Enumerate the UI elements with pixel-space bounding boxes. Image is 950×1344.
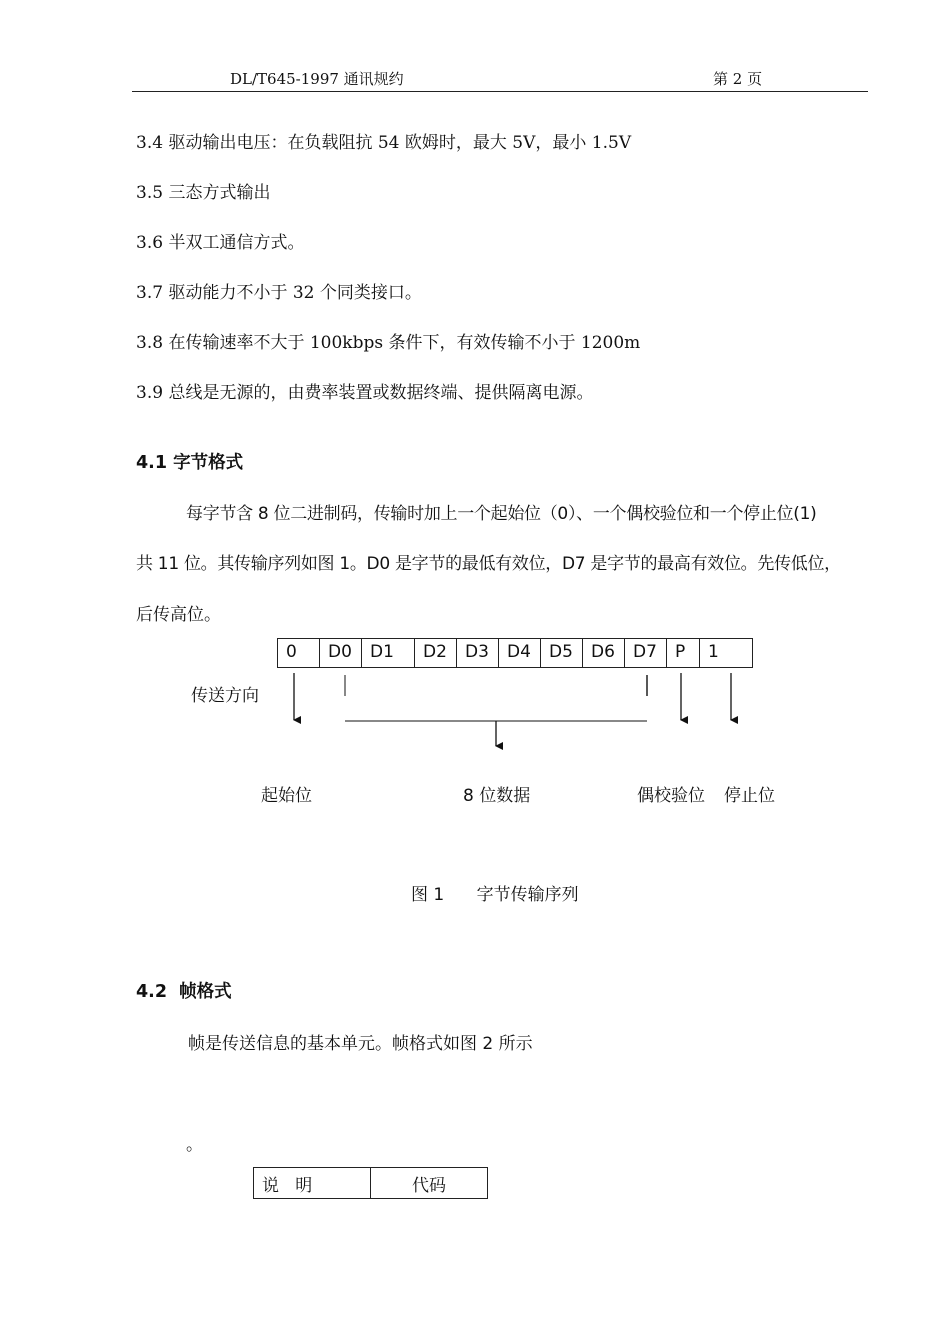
item-3-9: 3.9 总线是无源的，由费率装置或数据终端、提供隔离电源。 xyxy=(136,383,594,403)
item-3-5: 3.5 三态方式输出 xyxy=(136,183,271,203)
start-bit-label: 起始位 xyxy=(261,786,312,806)
bit-cell-start: 0 xyxy=(277,638,320,668)
stop-bit-label: 停止位 xyxy=(724,786,775,806)
frame-format-table xyxy=(253,1167,488,1199)
bit-cell-d6: D6 xyxy=(582,638,625,668)
bit-cell-d7: D7 xyxy=(624,638,667,668)
trailing-period: 。 xyxy=(186,1135,203,1155)
table-header-code: 代码 xyxy=(371,1168,488,1199)
data-bits-label: 8 位数据 xyxy=(463,786,531,806)
bit-cell-d0: D0 xyxy=(319,638,362,668)
section-4-2-para: 帧是传送信息的基本单元。帧格式如图 2 所示 xyxy=(188,1034,533,1054)
table-header-description: 说 明 xyxy=(254,1168,371,1199)
direction-label: 传送方向 xyxy=(191,686,259,706)
header-title: DL/T645-1997 通讯规约 xyxy=(230,70,404,88)
item-3-8: 3.8 在传输速率不大于 100kbps 条件下，有效传输不小于 1200m xyxy=(136,333,641,353)
bit-cell-d2: D2 xyxy=(414,638,457,668)
bit-cell-parity: P xyxy=(666,638,700,668)
item-3-7: 3.7 驱动能力不小于 32 个同类接口。 xyxy=(136,283,422,303)
section-4-2-heading: 4.2 帧格式 xyxy=(136,982,232,1002)
bit-cell-d1: D1 xyxy=(361,638,415,668)
parity-bit-label: 偶校验位 xyxy=(637,786,705,806)
item-3-6: 3.6 半双工通信方式。 xyxy=(136,233,305,253)
figure-1-caption: 图 1 字节传输序列 xyxy=(411,885,579,905)
section-4-1-heading: 4.1 字节格式 xyxy=(136,453,244,473)
item-3-4: 3.4 驱动输出电压：在负载阻抗 54 欧姆时，最大 5V，最小 1.5V xyxy=(136,133,632,153)
bit-cell-d4: D4 xyxy=(498,638,541,668)
section-4-1-para-line3: 后传高位。 xyxy=(136,605,221,625)
section-4-1-para-line2: 共 11 位。其传输序列如图 1。D0 是字节的最低有效位，D7 是字节的最高有效位。先传低位， xyxy=(136,554,841,574)
page-number: 第 2 页 xyxy=(713,70,763,88)
bit-cell-d3: D3 xyxy=(456,638,499,668)
table-row xyxy=(254,1168,488,1199)
section-4-1-para-line1: 每字节含 8 位二进制码，传输时加上一个起始位（0）、一个偶校验位和一个停止位(1) xyxy=(186,504,817,524)
bit-cell-d5: D5 xyxy=(540,638,583,668)
bit-cell-stop: 1 xyxy=(699,638,753,668)
